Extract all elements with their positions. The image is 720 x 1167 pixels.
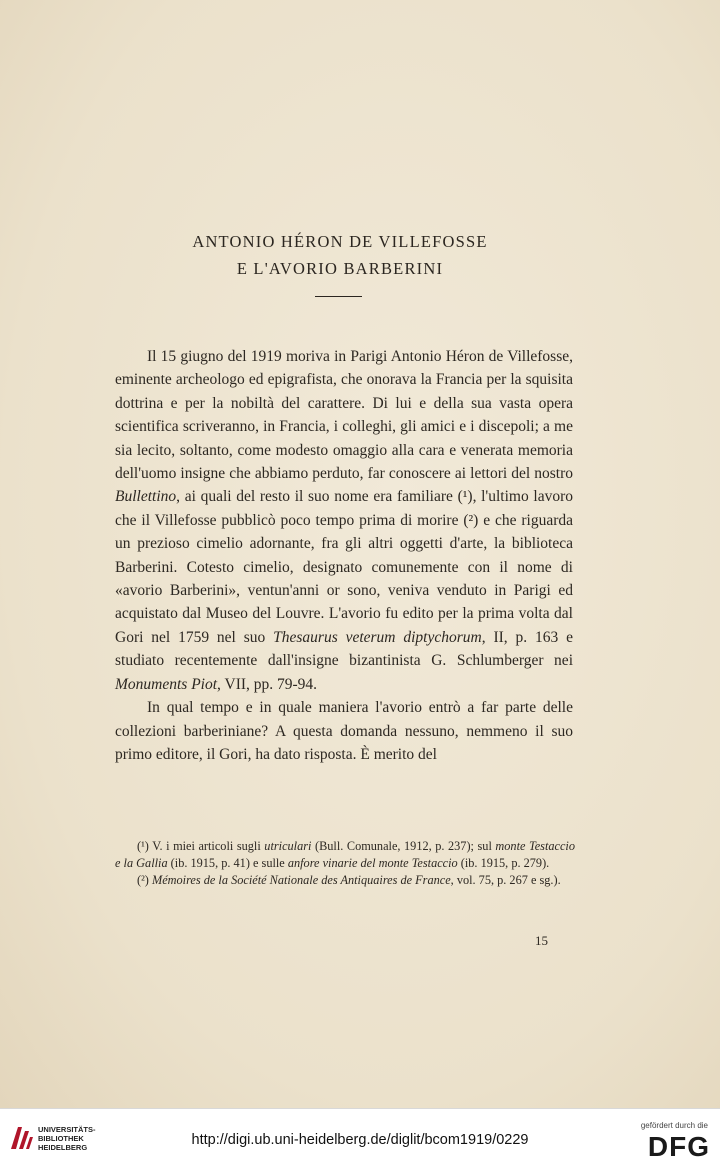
footnotes — [115, 838, 575, 888]
title-divider — [315, 296, 362, 297]
permalink-url[interactable]: http://digi.ub.uni-heidelberg.de/diglit/bcom1919/0229 — [191, 1132, 529, 1148]
paragraph-1: Il 15 giugno del 1919 moriva in Parigi Antonio Héron de Villefosse, eminente archeologo ed epigrafista, che onorava la Francia per la squisita dottrina e per la nobiltà del carattere. Di lui e della sua vasta opera scientifica scriveranno, in Francia, i colleghi, gli amici e i discepoli; a me sia lecito, soltanto, come modesto omaggio alla cara e venerata memoria dell'uomo insigne che abbiamo perduto, far conoscere ai lettori del nostro Bullettino, ai quali del resto il suo nome era familiare (¹), l'ultimo lavoro che il Villefosse pubblicò poco tempo prima di morire (²) e che riguarda un prezioso cimelio adornante, fra gli altri oggetti d'arte, la biblioteca Barberini. Cotesto cimelio, designato comunemente con il nome di «avorio Barberini», ventun'anni or sono, veniva venduto in Parigi ed acquistato dal Museo del Louvre. L'avorio fu edito per la prima volta dal Gori nel 1759 nel suo Thesaurus veterum diptychorum, II, p. 163 e studiato recentemente dall'insigne bizantinista G. Schlumberger nei Monuments Piot, VII, pp. 79-94. — [115, 348, 574, 693]
article-title-line2: E L'AVORIO BARBERINI — [236, 259, 444, 278]
funding-label: gefördert durch die — [640, 1121, 708, 1130]
article-title-line1: ANTONIO HÉRON DE VILLEFOSSE — [192, 232, 488, 251]
viewer-footer — [0, 1108, 720, 1167]
dfg-logo: DFG — [647, 1131, 710, 1162]
footnote-2: (²) Mémoires de la Société Nationale des Antiquaires de France, vol. 75, p. 267 e sg.). — [137, 872, 561, 887]
paragraph-2: In qual tempo e in quale maniera l'avorio entrò a far parte delle collezioni barberiniane? A questa domanda nessuno, nemmeno il suo primo editore, il Gori, ha dato risposta. È merito del — [115, 699, 573, 763]
library-name: UNIVERSITÄTS- BIBLIOTHEK HEIDELBERG — [38, 1125, 96, 1152]
footnote-ref-1: (¹) — [457, 488, 473, 506]
article-body — [115, 345, 573, 766]
footnote-1: (¹) V. i miei articoli sugli utriculari (Bull. Comunale, 1912, p. 237); sul monte Testaccio e la Gallia (ib. 1915, p. 41) e sulle anfore vinarie del monte Testaccio (ib. 1915, p. 279). — [115, 839, 575, 870]
footnote-ref-2: (²) — [463, 511, 479, 529]
page-number: 15 — [535, 933, 548, 948]
